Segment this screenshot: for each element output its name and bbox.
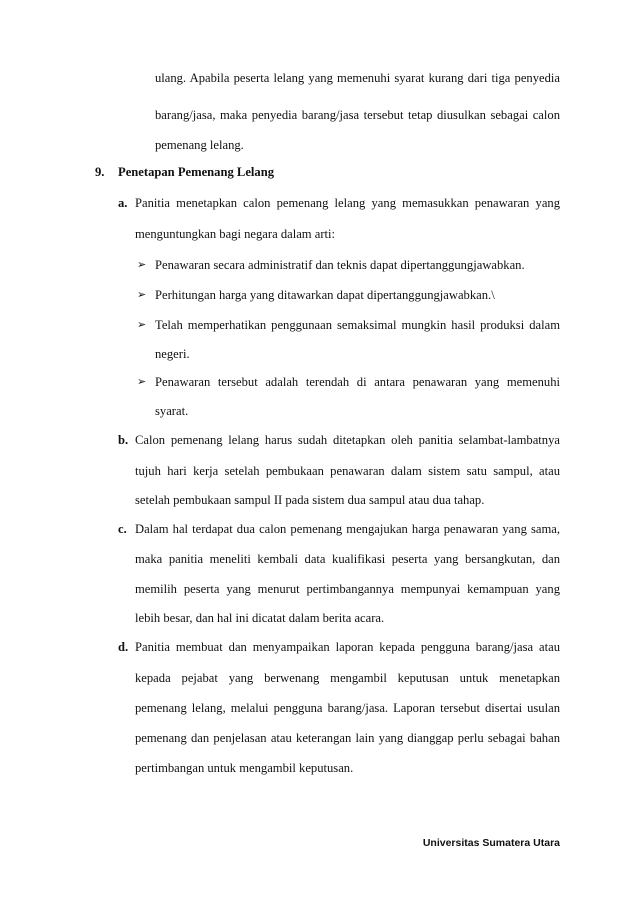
bullet-1-line-1: Penawaran secara administratif dan teknis dapat dipertanggungjawabkan. [155, 258, 525, 272]
arrow-bullet-icon: ➢ [137, 319, 147, 331]
item-b-line-3: setelah pembukaan sampul II pada sistem dua sampul atau dua tahap. [135, 493, 485, 507]
arrow-bullet-icon: ➢ [137, 289, 147, 301]
item-c-line-4: lebih besar, dan hal ini dicatat dalam berita acara. [135, 611, 385, 625]
item-d-letter: d. [118, 640, 129, 654]
item-d-line-2: kepada pejabat yang berwenang mengambil keputusan untuk menetapkan [135, 671, 560, 685]
item-c-line-3: memilih peserta yang menurut pertimbangannya mempunyai kemampuan yang [135, 582, 560, 596]
item-d-line-5: pertimbangan untuk mengambil keputusan. [135, 761, 354, 775]
item-c-letter: c. [118, 522, 127, 536]
intro-line-1: ulang. Apabila peserta lelang yang memenuhi syarat kurang dari tiga penyedia [155, 71, 560, 85]
section-title: Penetapan Pemenang Lelang [118, 165, 275, 179]
section-number: 9. [95, 165, 105, 179]
bullet-2-line-1: Perhitungan harga yang ditawarkan dapat dipertanggungjawabkan.\ [155, 288, 495, 302]
arrow-bullet-icon: ➢ [137, 376, 147, 388]
item-a-letter: a. [118, 196, 128, 210]
item-b-line-2: tujuh hari kerja setelah pembukaan penawaran dalam sistem satu sampul, atau [135, 464, 560, 478]
bullet-3-line-2: negeri. [155, 347, 190, 361]
item-d-line-4: pemenang dan penjelasan atau keterangan lain yang dianggap perlu sebagai bahan [135, 731, 560, 745]
intro-line-3: pemenang lelang. [155, 138, 244, 152]
item-b-line-1: Calon pemenang lelang harus sudah ditetapkan oleh panitia selambat-lambatnya [135, 433, 560, 447]
item-c-line-1: Dalam hal terdapat dua calon pemenang mengajukan harga penawaran yang sama, [135, 522, 560, 536]
bullet-3-line-1: Telah memperhatikan penggunaan semaksimal mungkin hasil produksi dalam [155, 318, 560, 332]
bullet-4-line-2: syarat. [155, 404, 189, 418]
item-d-line-1: Panitia membuat dan menyampaikan laporan kepada pengguna barang/jasa atau [135, 640, 560, 654]
arrow-bullet-icon: ➢ [137, 259, 147, 271]
bullet-4-line-1: Penawaran tersebut adalah terendah di antara penawaran yang memenuhi [155, 375, 560, 389]
item-a-line-1: Panitia menetapkan calon pemenang lelang yang memasukkan penawaran yang [135, 196, 560, 210]
item-d-line-3: pemenang lelang, melalui pengguna barang/jasa. Laporan tersebut disertai usulan [135, 701, 560, 715]
item-b-letter: b. [118, 433, 129, 447]
intro-line-2: barang/jasa, maka penyedia barang/jasa tersebut tetap diusulkan sebagai calon [155, 108, 560, 122]
footer-institution: Universitas Sumatera Utara [422, 837, 560, 849]
item-c-line-2: maka panitia meneliti kembali data kualifikasi peserta yang bersangkutan, dan [135, 552, 560, 566]
item-a-line-2: menguntungkan bagi negara dalam arti: [135, 227, 336, 241]
